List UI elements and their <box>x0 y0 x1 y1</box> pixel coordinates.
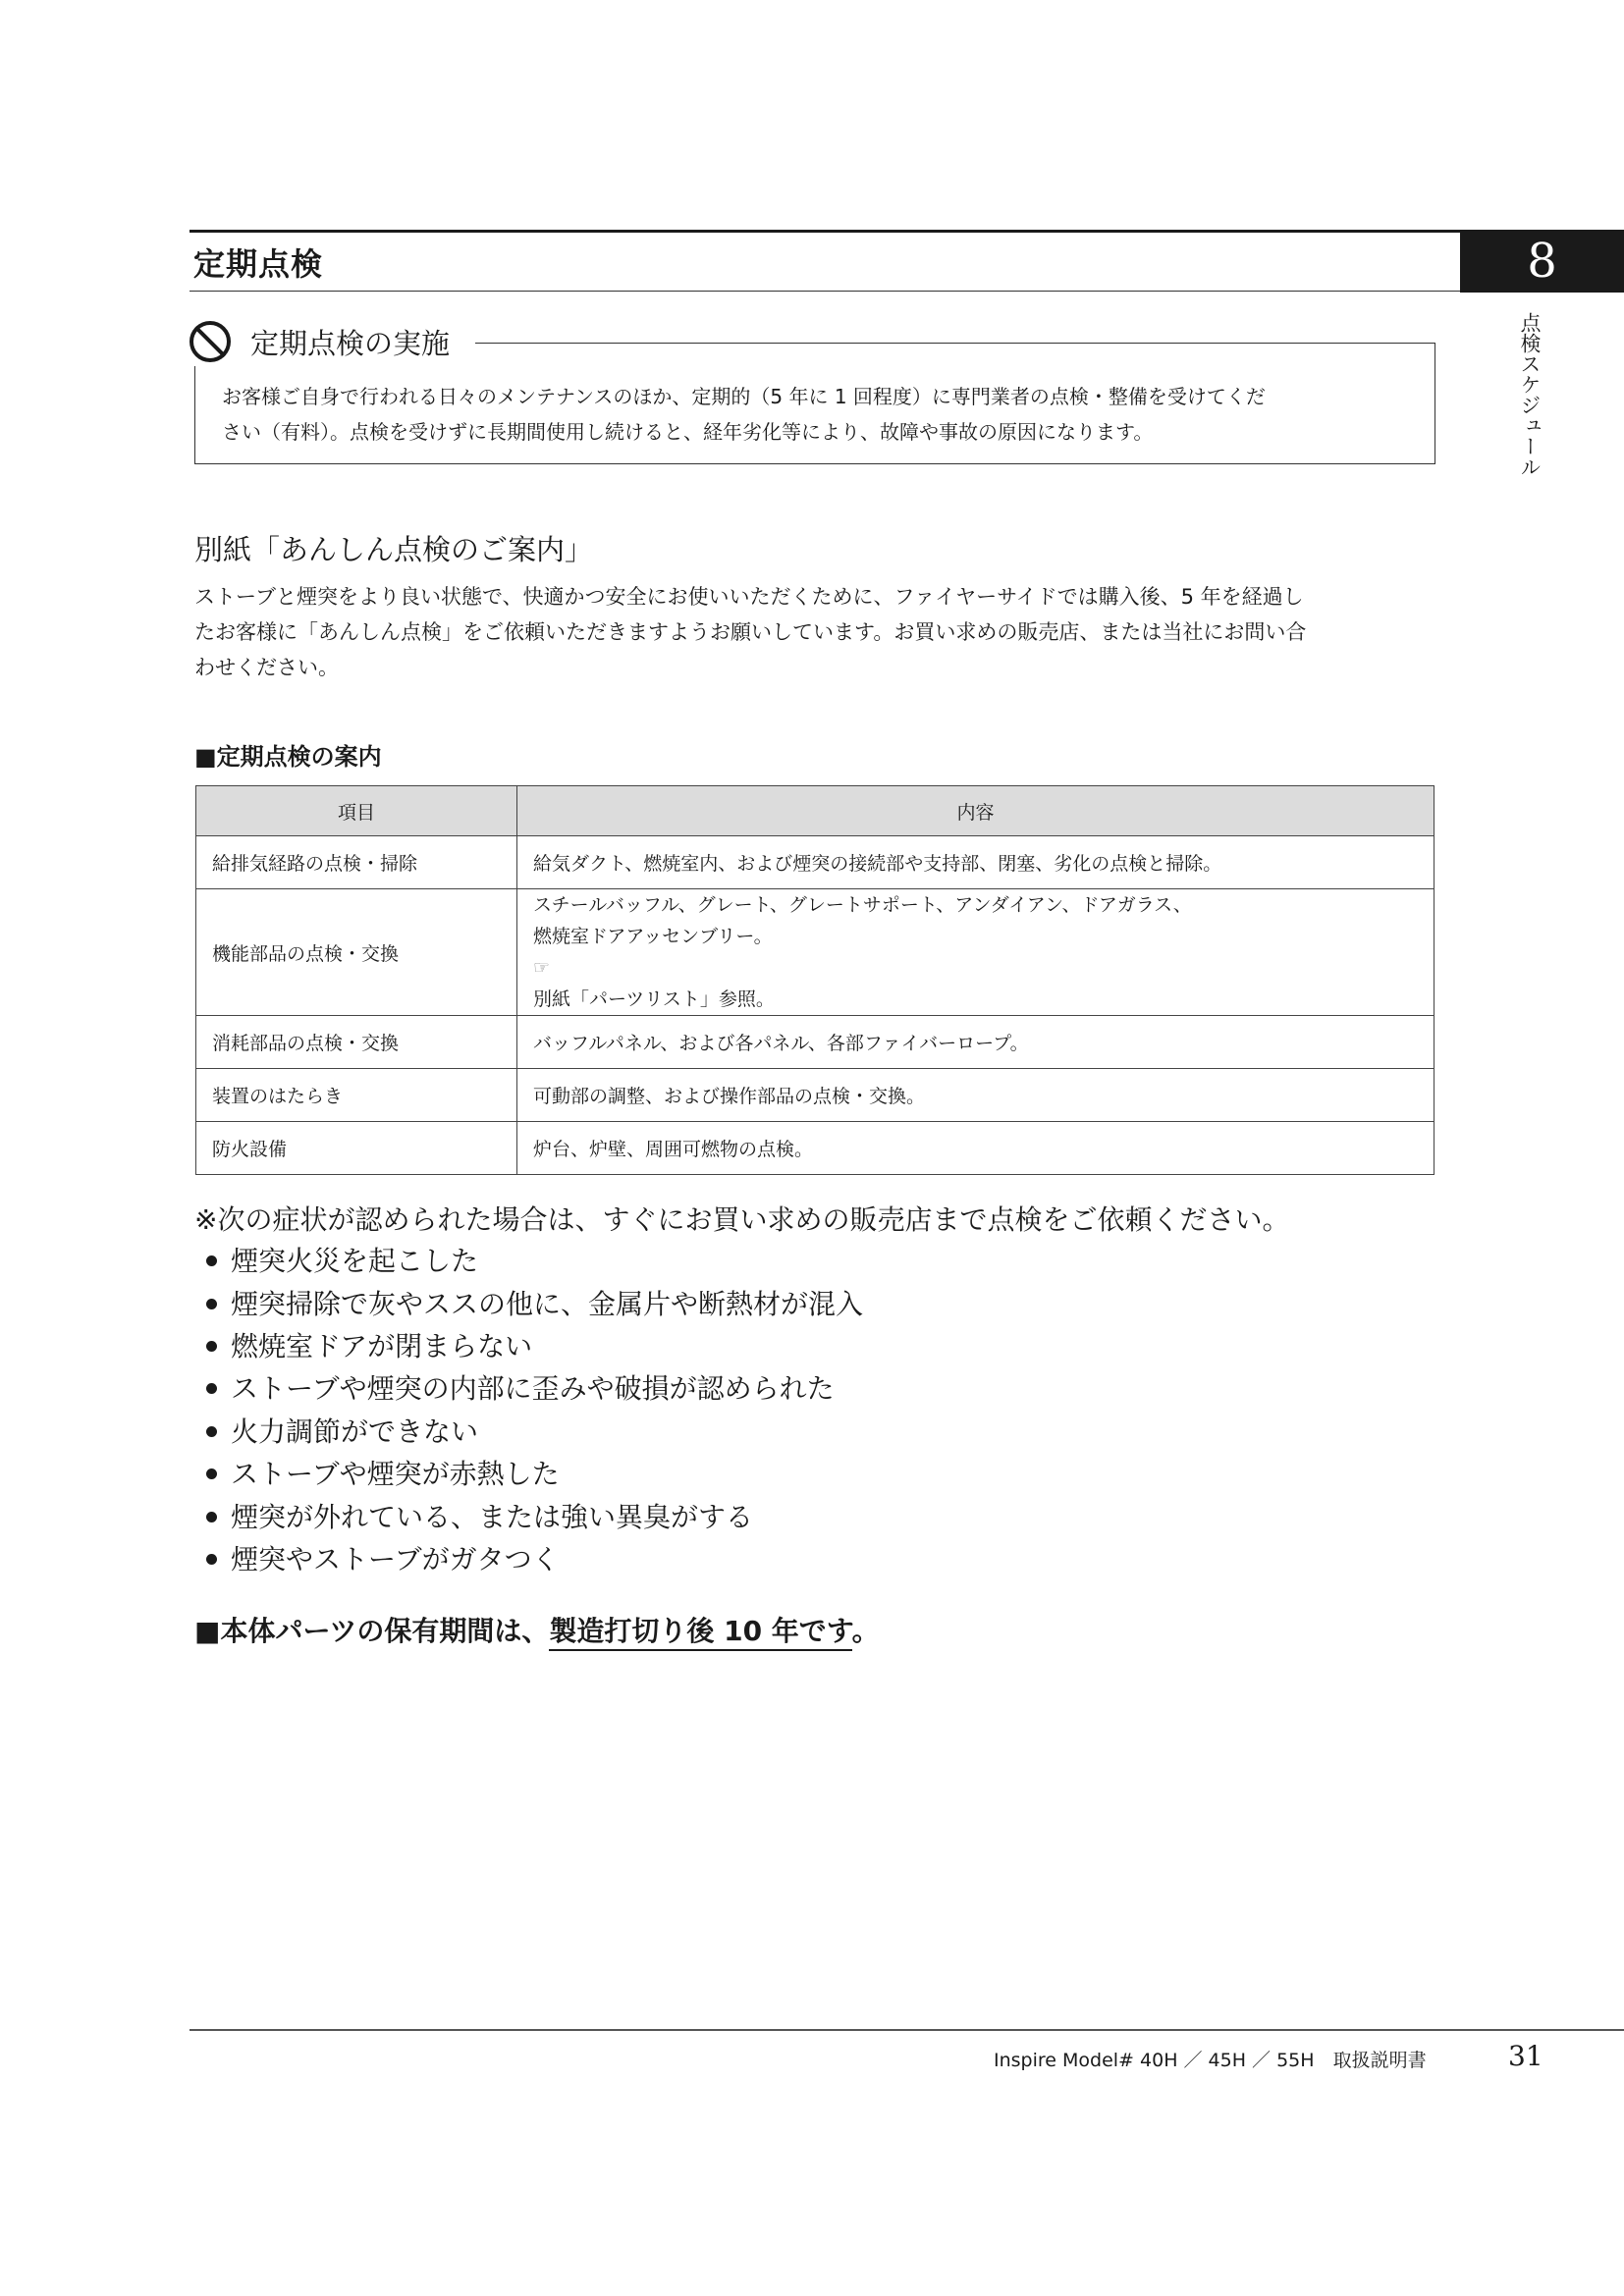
list-item-text: 煙突掃除で灰やススの他に、金属片や断熱材が混入 <box>231 1287 864 1320</box>
table-row <box>196 836 1435 889</box>
chapter-number: 8 <box>1460 230 1624 293</box>
bullet-icon <box>206 1554 217 1565</box>
table-header-item: 項目 <box>196 786 517 836</box>
besshi-line: たお客様に「あんしん点検」をご依頼いただきますようお願いしています。お買い求めの販売店、または当社にお問い合 <box>194 620 1307 644</box>
table-header-row <box>196 786 1435 836</box>
retention-period: 製造打切り後 10 年です <box>549 1615 851 1651</box>
prohibit-icon <box>189 321 231 362</box>
notice-line: さい（有料）。点検を受けずに長期間使用し続けると、経年劣化等により、故障や事故の原因になります。 <box>222 420 1154 444</box>
pointing-hand-icon: ☞ <box>533 957 551 979</box>
inspection-table <box>195 785 1435 1175</box>
symptom-list <box>194 1240 863 1580</box>
list-item <box>194 1325 863 1367</box>
table-row <box>196 1069 1435 1122</box>
table-cell-content: バッフルパネル、および各パネル、各部ファイバーロープ。 <box>517 1016 1435 1069</box>
chapter-label: 点検スケジュール <box>1518 312 1542 477</box>
retention-suffix: 。 <box>851 1615 880 1647</box>
table-title: ■定期点検の案内 <box>194 743 382 771</box>
notice-header <box>189 317 475 366</box>
table-cell-item: 給排気経路の点検・掃除 <box>196 836 517 889</box>
bullet-icon <box>206 1426 217 1437</box>
list-item-text: ストーブや煙突の内部に歪みや破損が認められた <box>231 1372 835 1406</box>
footer-text: Inspire Model# 40H ／ 45H ／ 55H 取扱説明書 <box>994 2050 1427 2071</box>
table-cell-item: 消耗部品の点検・交換 <box>196 1016 517 1069</box>
bullet-icon <box>206 1255 217 1266</box>
content-line: 燃焼室ドアアッセンブリー。 <box>533 926 773 947</box>
list-item <box>194 1367 863 1410</box>
list-item <box>194 1282 863 1324</box>
notice-title: 定期点検の実施 <box>250 326 451 360</box>
list-item-text: 煙突火災を起こした <box>231 1245 479 1278</box>
table-row <box>196 1016 1435 1069</box>
list-item-text: 火力調節ができない <box>231 1415 479 1448</box>
list-item <box>194 1240 863 1282</box>
table-cell-content: 炉台、炉壁、周囲可燃物の点検。 <box>517 1122 1435 1175</box>
besshi-line: わせください。 <box>194 656 339 679</box>
retention-note <box>194 1610 880 1649</box>
list-item-text: ストーブや煙突が赤熱した <box>231 1458 560 1491</box>
bullet-icon <box>206 1299 217 1309</box>
besshi-title: 別紙「あんしん点検のご案内」 <box>194 533 594 566</box>
list-item-text: 煙突が外れている、または強い異臭がする <box>231 1500 754 1533</box>
table-cell-content: 給気ダクト、燃焼室内、および煙突の接続部や支持部、閉塞、劣化の点検と掃除。 <box>517 836 1435 889</box>
table-row <box>196 889 1435 1016</box>
bullet-icon <box>206 1512 217 1522</box>
header-rule-top <box>189 230 1460 233</box>
table-header-content: 内容 <box>517 786 1435 836</box>
table-cell-item: 防火設備 <box>196 1122 517 1175</box>
table-cell-content: 可動部の調整、および操作部品の点検・交換。 <box>517 1069 1435 1122</box>
notice-line: お客様ご自身で行われる日々のメンテナンスのほか、定期的（5 年に 1 回程度）に専門業者の点検・整備を受けてくだ <box>222 385 1266 408</box>
bullet-icon <box>206 1383 217 1394</box>
bullet-icon <box>206 1468 217 1479</box>
symptom-intro: ※次の症状が認められた場合は、すぐにお買い求めの販売店まで点検をご依頼ください。 <box>194 1203 1290 1236</box>
besshi-body <box>194 579 1434 685</box>
content-line-ref <box>533 952 1418 1015</box>
footer-rule <box>189 2029 1624 2031</box>
ref-text: 別紙「パーツリスト」参照。 <box>533 988 775 1010</box>
page-number: 31 <box>1508 2040 1543 2072</box>
list-item-text: 煙突やストーブがガタつく <box>231 1542 560 1575</box>
bullet-icon <box>206 1341 217 1352</box>
retention-prefix: ■本体パーツの保有期間は、 <box>194 1615 550 1647</box>
list-item <box>194 1411 863 1453</box>
table-cell-content <box>517 889 1435 1016</box>
table-cell-item: 装置のはたらき <box>196 1069 517 1122</box>
notice-body <box>222 379 1410 450</box>
table-row <box>196 1122 1435 1175</box>
list-item <box>194 1495 863 1537</box>
section-title: 定期点検 <box>193 245 324 283</box>
list-item-text: 燃焼室ドアが閉まらない <box>231 1329 533 1362</box>
list-item <box>194 1453 863 1495</box>
table-cell-item: 機能部品の点検・交換 <box>196 889 517 1016</box>
header-rule-bottom <box>189 291 1460 292</box>
list-item <box>194 1538 863 1580</box>
besshi-line: ストーブと煙突をより良い状態で、快適かつ安全にお使いいただくために、ファイヤーサイドでは購入後、5 年を経過し <box>194 585 1304 609</box>
content-line: スチールバッフル、グレート、グレートサポート、アンダイアン、ドアガラス、 <box>533 894 1192 916</box>
